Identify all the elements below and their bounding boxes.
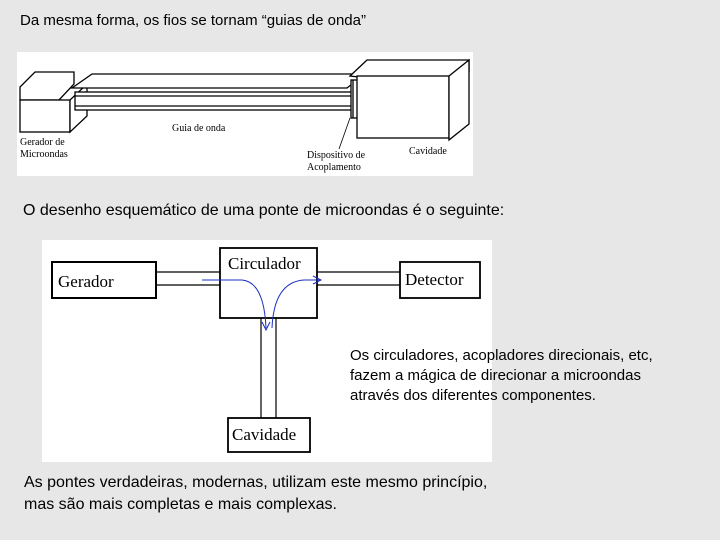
waveguide-label: Guia de onda (172, 123, 226, 134)
circulator-note-line3: através dos diferentes componentes. (350, 387, 596, 404)
detector-box-label: Detector (405, 270, 464, 289)
footer-line2: mas são mais completas e mais complexas. (24, 496, 337, 513)
coupler-label-line1: Dispositivo de (307, 150, 366, 161)
generator-box-top (20, 72, 74, 100)
footer-text (24, 472, 584, 516)
cavity-box-label: Cavidade (232, 425, 297, 444)
generator-box-label: Gerador (58, 272, 114, 291)
circulator-note (350, 346, 720, 406)
slide-heading: Da mesma forma, os fios se tornam “guias de onda” (20, 12, 366, 29)
generator-box-front (20, 100, 70, 132)
circulator-note-line2: fazem a mágica de direcionar a microondas (350, 367, 641, 384)
coupler-label-line2: Acoplamento (307, 162, 361, 173)
waveguide-top (72, 74, 365, 88)
generator-label-line2: Microondas (20, 149, 68, 160)
footer-line1: As pontes verdadeiras, modernas, utilizam este mesmo princípio, (24, 474, 488, 491)
cavity-box-front (357, 76, 449, 138)
intro-text: O desenho esquemático de uma ponte de microondas é o seguinte: (23, 202, 505, 219)
circulator-note-line1: Os circuladores, acopladores direcionais, etc, (350, 347, 653, 364)
waveguide-front (75, 92, 357, 110)
waveguide-figure (17, 52, 473, 176)
circulator-box-label: Circulador (228, 254, 301, 273)
generator-label-line1: Gerador de (20, 137, 65, 148)
cavity-label: Cavidade (409, 146, 447, 157)
